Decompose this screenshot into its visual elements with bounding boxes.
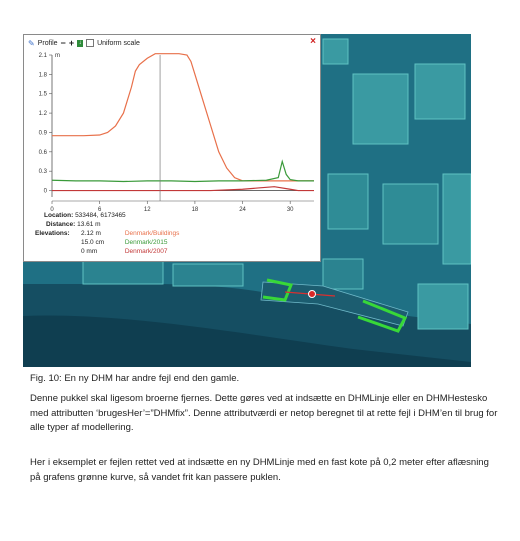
legend-name: Denmark/Buildings <box>124 230 180 237</box>
legend-value: 15.0 cm <box>81 239 105 246</box>
y-tick-label: 0.3 <box>38 169 47 176</box>
y-tick-label: 2.1 <box>38 53 47 59</box>
location-row <box>44 212 126 220</box>
profile-chart[interactable] <box>24 49 320 217</box>
uniform-scale-checkbox[interactable] <box>86 39 94 47</box>
legend-row <box>81 239 167 246</box>
location-value: 533484, 6173465 <box>75 212 126 219</box>
profile-panel <box>23 34 321 262</box>
body-paragraph: Denne pukkel skal ligesom broerne fjernes. Dette gøres ved at indsætte en DHMLinje eller en DHMHestesko med attributten ‘brugesHer’=”DHMfix”. Denne attributværdi er netop beregnet til at rette fejl i DHM’en til brug for alle typer af modellering. <box>30 393 498 433</box>
screenshot-figure <box>23 34 471 367</box>
location-label: Location: <box>44 212 74 219</box>
legend-name: Denmark/2015 <box>124 239 168 246</box>
x-tick-label: 18 <box>191 207 199 213</box>
zoom-out-button[interactable]: − <box>60 38 66 48</box>
y-tick-label: 0.6 <box>38 149 47 156</box>
profile-toolbar <box>28 38 140 48</box>
legend-name: Denmark/2007 <box>124 248 168 255</box>
elevations-label-row <box>35 230 70 238</box>
x-tick-label: 24 <box>239 207 246 213</box>
y-tick-label: 0.9 <box>38 130 47 137</box>
y-tick-label: 1.8 <box>38 72 47 79</box>
y-tick-label: 1.2 <box>38 111 47 118</box>
y-axis-unit: m <box>55 53 60 59</box>
distance-row <box>46 221 101 229</box>
x-tick-label: 0 <box>50 207 54 213</box>
legend-row <box>81 230 179 237</box>
series-line <box>52 187 314 191</box>
zoom-in-button[interactable]: + <box>68 38 75 48</box>
x-tick-label: 12 <box>143 207 151 213</box>
legend-value: 2.12 m <box>81 230 101 237</box>
y-tick-label: 1.5 <box>38 91 47 98</box>
distance-value: 13.61 m <box>77 221 101 228</box>
series-line <box>52 54 314 181</box>
legend-row <box>81 248 167 255</box>
uniform-scale-label: Uniform scale <box>97 39 140 47</box>
figure-caption: Fig. 10: En ny DHM har andre fejl end den gamle. <box>30 373 240 384</box>
distance-label: Distance: <box>46 221 76 228</box>
y-tick-label: 0 <box>43 188 47 195</box>
pencil-icon[interactable]: ✎ <box>28 38 35 48</box>
x-tick-label: 6 <box>97 207 102 213</box>
elevations-label: Elevations: <box>35 230 70 237</box>
legend-value: 0 mm <box>81 248 98 255</box>
export-icon[interactable]: ↓ <box>78 39 82 46</box>
close-button[interactable]: × <box>310 36 316 47</box>
x-tick-label: 30 <box>286 207 294 213</box>
series-line <box>52 162 314 182</box>
profile-title: Profile <box>37 39 58 47</box>
body-paragraph: Her i eksemplet er fejlen rettet ved at indsætte en ny DHMLinje med en fast kote på 0,2 meter efter aflæsning på grafens grønne kurve, så vandet frit kan passere puklen. <box>30 457 489 483</box>
